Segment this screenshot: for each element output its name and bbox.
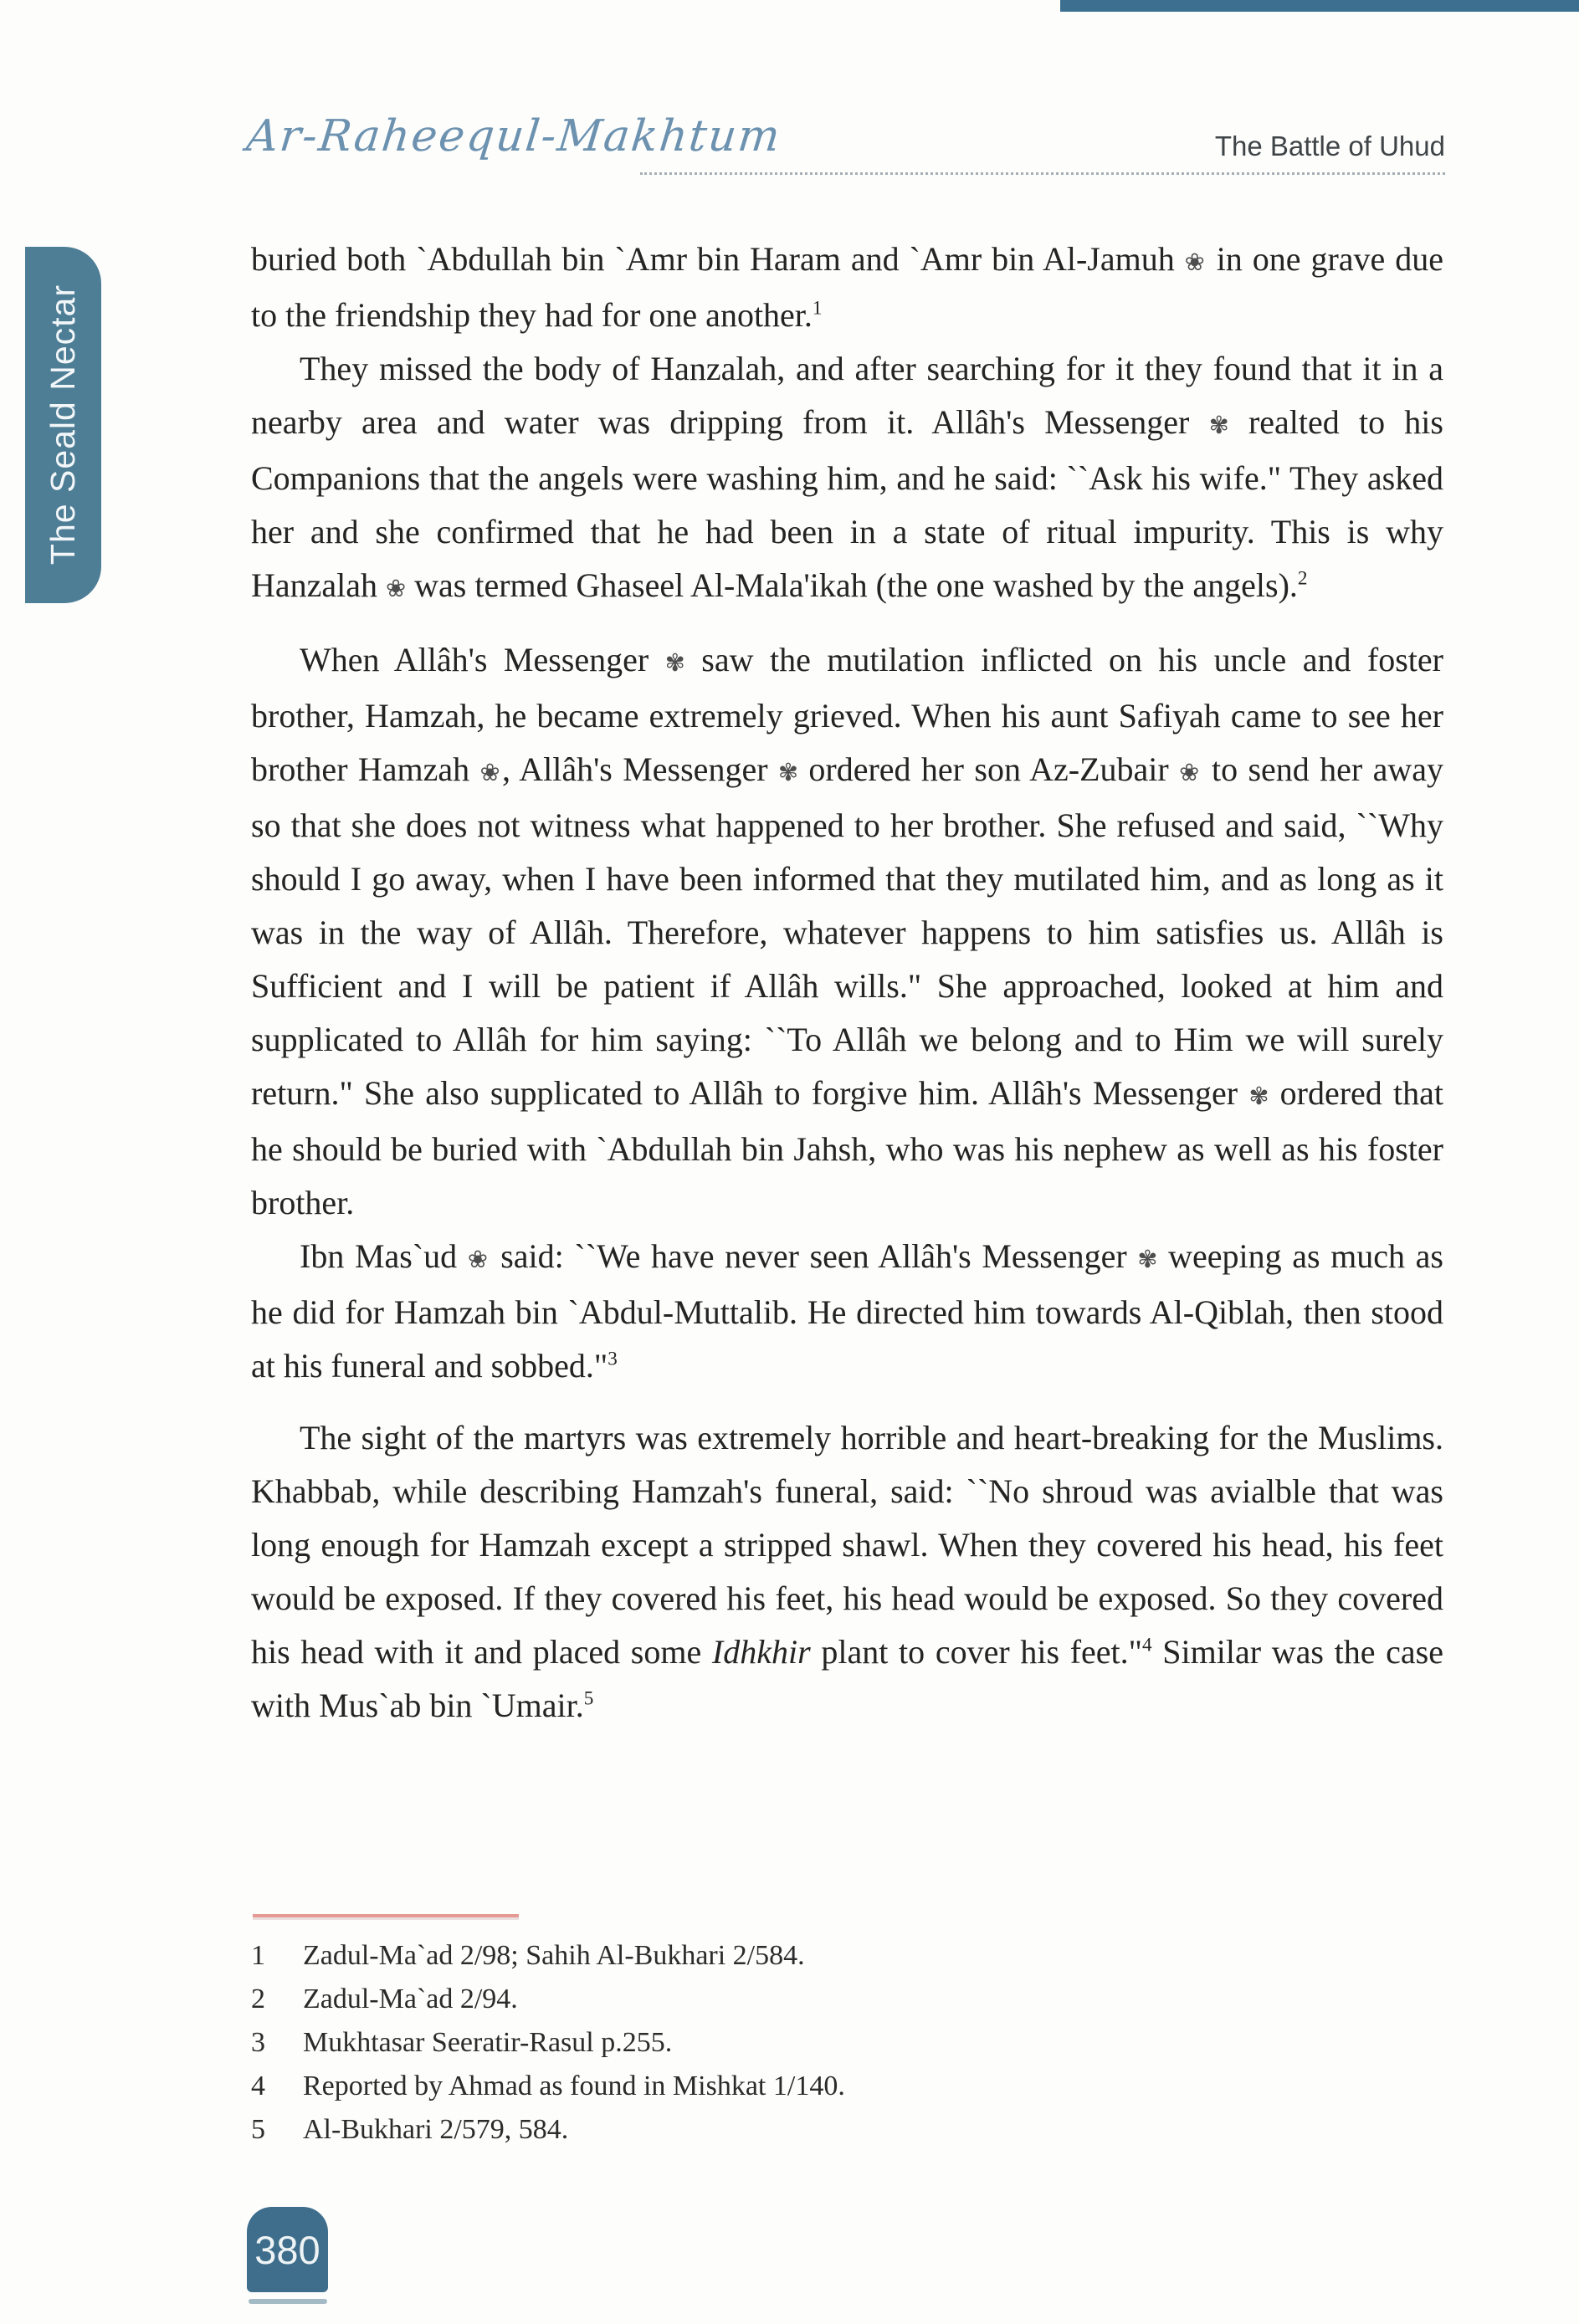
book-title-script: Ar-Raheequl-Makhtum <box>244 111 784 161</box>
footnote-item <box>251 2108 1443 2152</box>
footnote-ref: 1 <box>812 297 823 320</box>
footnote-ref: 4 <box>1141 1634 1152 1656</box>
prophet-honorific-icon: ✾ <box>1248 1082 1269 1110</box>
footnote-ref: 2 <box>1297 567 1308 590</box>
companion-honorific-icon: ❀ <box>1184 248 1207 276</box>
paragraph: buried both `Abdullah bin `Amr bin Haram and `Amr bin Al-Jamuh ❀ in one grave due to the friendship they had for one another.$^1$ <box>251 240 1443 334</box>
footnote-text: Zadul-Ma`ad 2/94. <box>303 1984 518 2014</box>
footnotes-list <box>251 1934 1443 2152</box>
page-number-tab <box>247 2207 328 2292</box>
paragraph: When Allâh's Messenger ✾ saw the mutilation inflicted on his uncle and foster brother, Hamzah, he became extremely grieved. When his aunt Safiyah came to see her brother Hamzah ❀, Allâh's Messenger ✾ ordered her son Az-Zubair ❀ to send her away so that she does not witness what happened to her brother. She refused and said, ``Why should I go away, when I have been informed that they mutilated him, and as long as it was in the way of Allâh. Therefore, whatever happens to him satisfies us. Allâh is Sufficient and I will be patient if Allâh wills." She approached, looked at him and supplicated to Allâh for him saying: ``To Allâh we belong and to Him we will surely return." She also supplicated to Allâh to forgive him. Allâh's Messenger ✾ ordered that he should be buried with `Abdullah bin Jahsh, who was his nephew as well as his foster brother. <box>251 641 1443 1221</box>
italic-term: Idhkhir <box>711 1633 811 1671</box>
footnote-text: Reported by Ahmad as found in Mishkat 1/140. <box>303 2071 845 2101</box>
companion-honorific-icon: ❀ <box>479 758 503 786</box>
prophet-honorific-icon: ✾ <box>1208 411 1229 439</box>
footnote-text: Mukhtasar Seeratir-Rasul p.255. <box>303 2027 673 2058</box>
page-number-label: 380 <box>254 2227 320 2272</box>
top-accent-bar <box>1060 0 1579 12</box>
footnote-number: 3 <box>251 2027 265 2058</box>
companion-honorific-icon: ❀ <box>386 574 407 602</box>
companion-honorific-icon: ❀ <box>467 1245 490 1273</box>
paragraph: They missed the body of Hanzalah, and after searching for it they found that it in a nearby area and water was dripping from it. Allâh's Messenger ✾ realted to his Companions that the angels were washing him, and he said: ``Ask his wife." They asked her and she confirmed that he had been in a state of ritual impurity. This is why Hanzalah ❀ was termed Ghaseel Al-Mala'ikah (the one washed by the angels).$^2$ <box>251 350 1443 604</box>
paragraph: Ibn Mas`ud ❀ said: ``We have never seen Allâh's Messenger ✾ weeping as much as he did for Hamzah bin `Abdul-Muttalib. He directed him towards Al-Qiblah, then stood at his funeral and sobbed."$^3$ <box>251 1237 1443 1385</box>
prophet-honorific-icon: ✾ <box>1137 1245 1158 1273</box>
body-text <box>251 233 1443 1733</box>
prophet-honorific-icon: ✾ <box>664 648 685 677</box>
footnote-text: Zadul-Ma`ad 2/98; Sahih Al-Bukhari 2/584. <box>303 1940 805 1971</box>
footnote-item <box>251 1934 1443 1978</box>
footnote-number: 1 <box>251 1940 265 1971</box>
footnote-text: Al-Bukhari 2/579, 584. <box>303 2114 569 2145</box>
sidebar-tab <box>25 247 101 603</box>
prophet-honorific-icon: ✾ <box>777 758 799 786</box>
footnote-ref: 3 <box>608 1348 618 1370</box>
chapter-title: The Battle of Uhud <box>1214 131 1445 161</box>
page-number-underline <box>249 2299 327 2304</box>
footnote-item <box>251 1978 1443 2021</box>
footnote-item <box>251 2065 1443 2108</box>
footnote-ref: 5 <box>583 1687 594 1710</box>
footnote-item <box>251 2021 1443 2065</box>
paragraph: The sight of the martyrs was extremely horrible and heart-breaking for the Muslims. Khabbab, while describing Hamzah's funeral, said: ``No shroud was avialble that was long enough for Hamzah except a stripped shawl. When they covered his head, his feet would be exposed. If they covered his feet, his head would be exposed. So they covered his head with it and placed some Idhkhir plant to cover his feet."$^4$ Similar was the case with Mus`ab bin `Umair.$^5$ <box>251 1419 1443 1724</box>
footnote-number: 2 <box>251 1984 265 2014</box>
header-dotted-rule <box>640 172 1445 175</box>
footnote-divider <box>253 1914 519 1917</box>
sidebar-tab-label: The Seald Nectar <box>44 284 82 566</box>
footnote-number: 5 <box>251 2114 265 2145</box>
footnote-number: 4 <box>251 2071 265 2101</box>
companion-honorific-icon: ❀ <box>1179 758 1202 786</box>
